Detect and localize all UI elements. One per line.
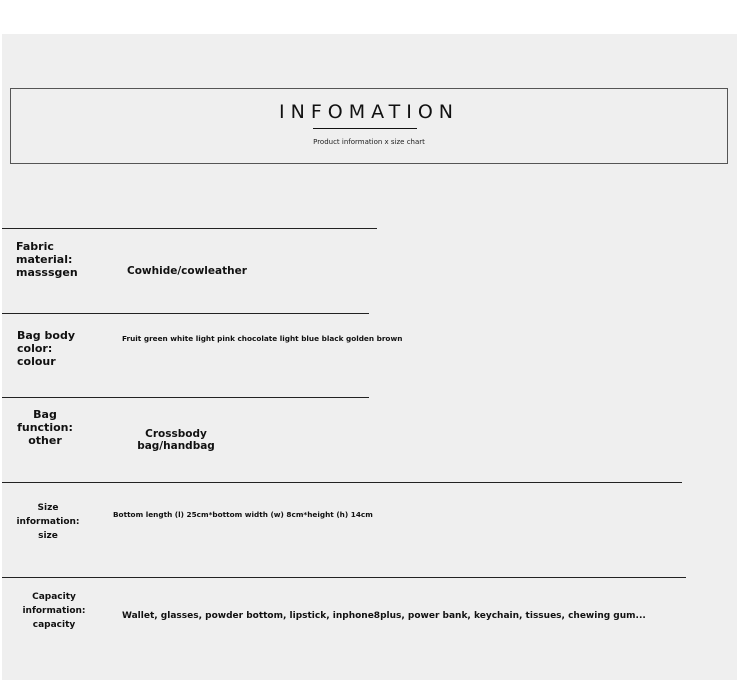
size-value: Bottom length (l) 25cm*bottom width (w) 8cm*height (h) 14cm xyxy=(113,510,373,519)
row-divider xyxy=(2,397,369,398)
color-label xyxy=(17,329,75,368)
label-line: function: xyxy=(17,421,73,434)
function-value xyxy=(126,428,226,452)
label-line: material: xyxy=(16,253,73,266)
color-value: Fruit green white light pink chocolate light blue black golden brown xyxy=(122,334,403,343)
label-line: Fabric xyxy=(16,240,54,253)
page-subtitle: Product information x size chart xyxy=(313,138,425,146)
label-line: size xyxy=(38,531,58,541)
fabric-label xyxy=(16,240,78,279)
value-line: bag/handbag xyxy=(137,440,215,452)
label-line: Bag body xyxy=(17,329,75,342)
row-divider xyxy=(2,313,369,314)
row-divider xyxy=(2,577,686,578)
label-line: capacity xyxy=(32,620,76,630)
title-underline xyxy=(313,128,417,129)
page-title: INFOMATION xyxy=(279,101,459,123)
value-line: Crossbody xyxy=(145,428,207,440)
label-line: Capacity xyxy=(32,592,76,602)
label-line: Size xyxy=(37,503,59,513)
label-line: information: xyxy=(16,517,80,527)
label-line: masssgen xyxy=(16,266,78,279)
label-line: Bag xyxy=(33,408,57,421)
label-line: colour xyxy=(17,355,56,368)
header-box xyxy=(10,88,728,164)
label-line: color: xyxy=(17,342,53,355)
label-line: information: xyxy=(22,606,86,616)
capacity-value: Wallet, glasses, powder bottom, lipstick, inphone8plus, power bank, keychain, tissues, chewing gum... xyxy=(122,611,646,621)
function-label xyxy=(8,408,82,447)
capacity-label xyxy=(14,590,94,632)
row-divider xyxy=(2,228,377,229)
row-divider xyxy=(2,482,682,483)
size-label xyxy=(8,501,88,543)
fabric-value: Cowhide/cowleather xyxy=(127,265,247,277)
label-line: other xyxy=(28,434,62,447)
